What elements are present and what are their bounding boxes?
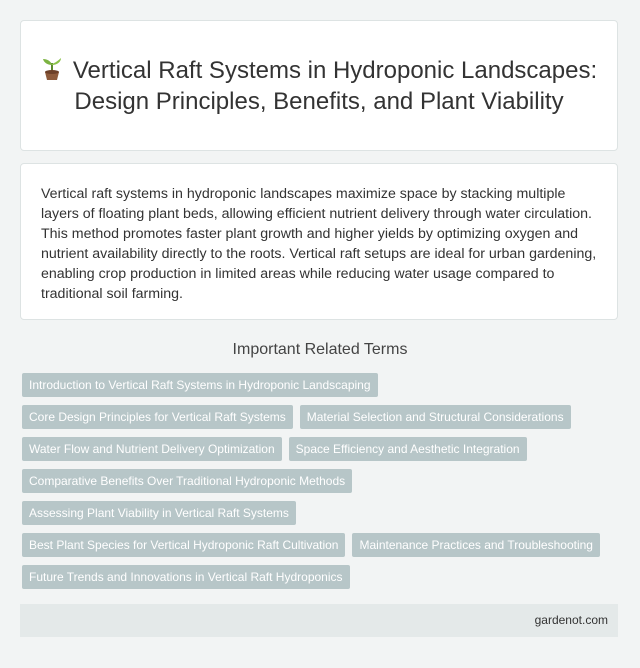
related-term-tag[interactable]: Introduction to Vertical Raft Systems in Hydroponic Landscaping — [22, 373, 378, 397]
description-text: Vertical raft systems in hydroponic landscapes maximize space by stacking multiple layers of floating plant beds, allowing efficient nutrient delivery through water circulation. This method promotes faster plant growth and higher yields by optimizing oxygen and nutrient availability directly to the roots. Vertical raft setups are ideal for urban gardening, enabling crop production in limited areas while reducing water usage compared to traditional soil farming. — [41, 186, 597, 302]
related-term-tag[interactable]: Assessing Plant Viability in Vertical Raft Systems — [22, 501, 296, 525]
related-term-tag[interactable]: Material Selection and Structural Considerations — [300, 405, 571, 429]
related-terms-row — [22, 405, 622, 437]
related-term-tag[interactable]: Best Plant Species for Vertical Hydroponic Raft Cultivation — [22, 533, 345, 557]
related-terms-row — [22, 469, 622, 501]
sprout-icon — [41, 57, 63, 81]
related-term-tag[interactable]: Core Design Principles for Vertical Raft Systems — [22, 405, 293, 429]
title-card — [20, 20, 618, 151]
related-terms-row — [22, 565, 622, 597]
related-term-tag[interactable]: Space Efficiency and Aesthetic Integration — [289, 437, 527, 461]
related-terms-row — [22, 501, 622, 533]
page-title — [39, 55, 599, 117]
related-terms-row — [22, 437, 622, 469]
related-terms-heading: Important Related Terms — [232, 341, 408, 358]
page-title-text: Vertical Raft Systems in Hydroponic Landscapes: Design Principles, Benefits, and Plant Viability — [72, 56, 598, 115]
related-terms-list — [22, 373, 622, 597]
related-term-tag[interactable]: Maintenance Practices and Troubleshooting — [352, 533, 599, 557]
related-term-tag[interactable]: Water Flow and Nutrient Delivery Optimization — [22, 437, 282, 461]
related-terms-row — [22, 373, 622, 405]
footer — [20, 604, 618, 637]
related-term-tag[interactable]: Future Trends and Innovations in Vertical Raft Hydroponics — [22, 565, 350, 589]
footer-site-link[interactable]: gardenot.com — [534, 613, 608, 627]
description-card — [20, 163, 618, 320]
related-terms-row — [22, 533, 622, 565]
related-term-tag[interactable]: Comparative Benefits Over Traditional Hydroponic Methods — [22, 469, 352, 493]
